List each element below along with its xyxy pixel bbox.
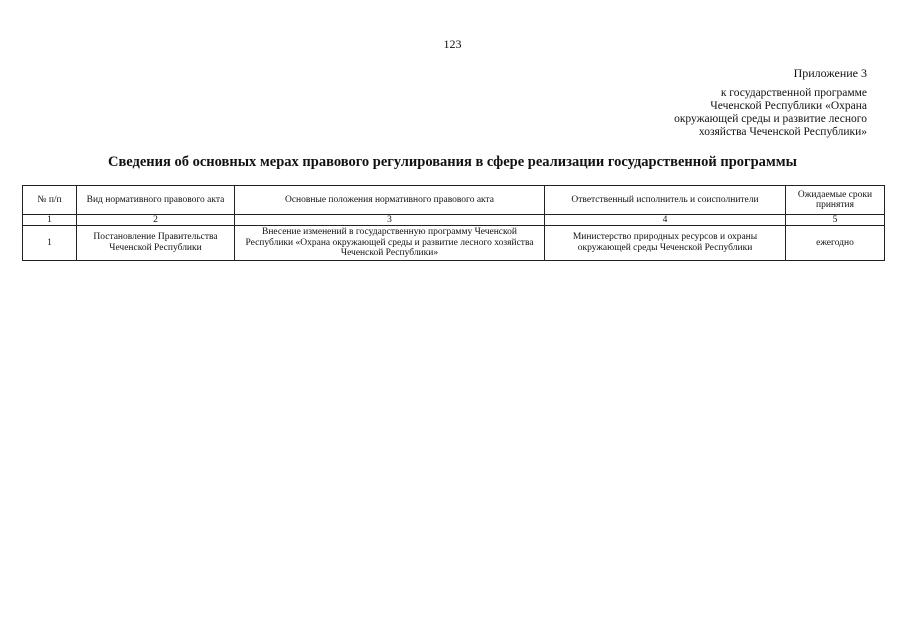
cell-deadline: ежегодно <box>786 226 885 261</box>
index-cell: 4 <box>545 215 786 226</box>
cell-provisions: Внесение изменений в государственную программу Чеченской Республики «Охрана окружающей среды и развитие лесного хозяйства Чеченской Республики» <box>235 226 545 261</box>
column-header-provisions: Основные положения нормативного правового акта <box>235 186 545 215</box>
column-header-act-type: Вид нормативного правового акта <box>77 186 235 215</box>
column-header-executor: Ответственный исполнитель и соисполнители <box>545 186 786 215</box>
index-cell: 5 <box>786 215 885 226</box>
table-index-row <box>23 215 885 226</box>
index-cell: 3 <box>235 215 545 226</box>
appendix-title: Приложение 3 <box>793 66 867 80</box>
column-header-number: № п/п <box>23 186 77 215</box>
appendix-line: Чеченской Республики «Охрана <box>710 100 867 112</box>
appendix-line: окружающей среды и развитие лесного <box>674 113 867 125</box>
cell-act-type: Постановление Правительства Чеченской Республики <box>77 226 235 261</box>
column-header-deadline: Ожидаемые сроки принятия <box>786 186 885 215</box>
cell-number: 1 <box>23 226 77 261</box>
index-cell: 2 <box>77 215 235 226</box>
appendix-line: к государственной программе <box>720 87 867 99</box>
appendix-line: хозяйства Чеченской Республики» <box>698 126 867 138</box>
page-number: 123 <box>443 37 462 51</box>
index-cell: 1 <box>23 215 77 226</box>
document-title: Сведения об основных мерах правового регулирования в сфере реализации государственной программы <box>107 154 797 170</box>
cell-executor: Министерство природных ресурсов и охраны окружающей среды Чеченской Республики <box>545 226 786 261</box>
table-header-row <box>23 186 885 215</box>
appendix-block <box>607 67 867 139</box>
measures-table <box>22 185 885 261</box>
table-row <box>23 226 885 261</box>
